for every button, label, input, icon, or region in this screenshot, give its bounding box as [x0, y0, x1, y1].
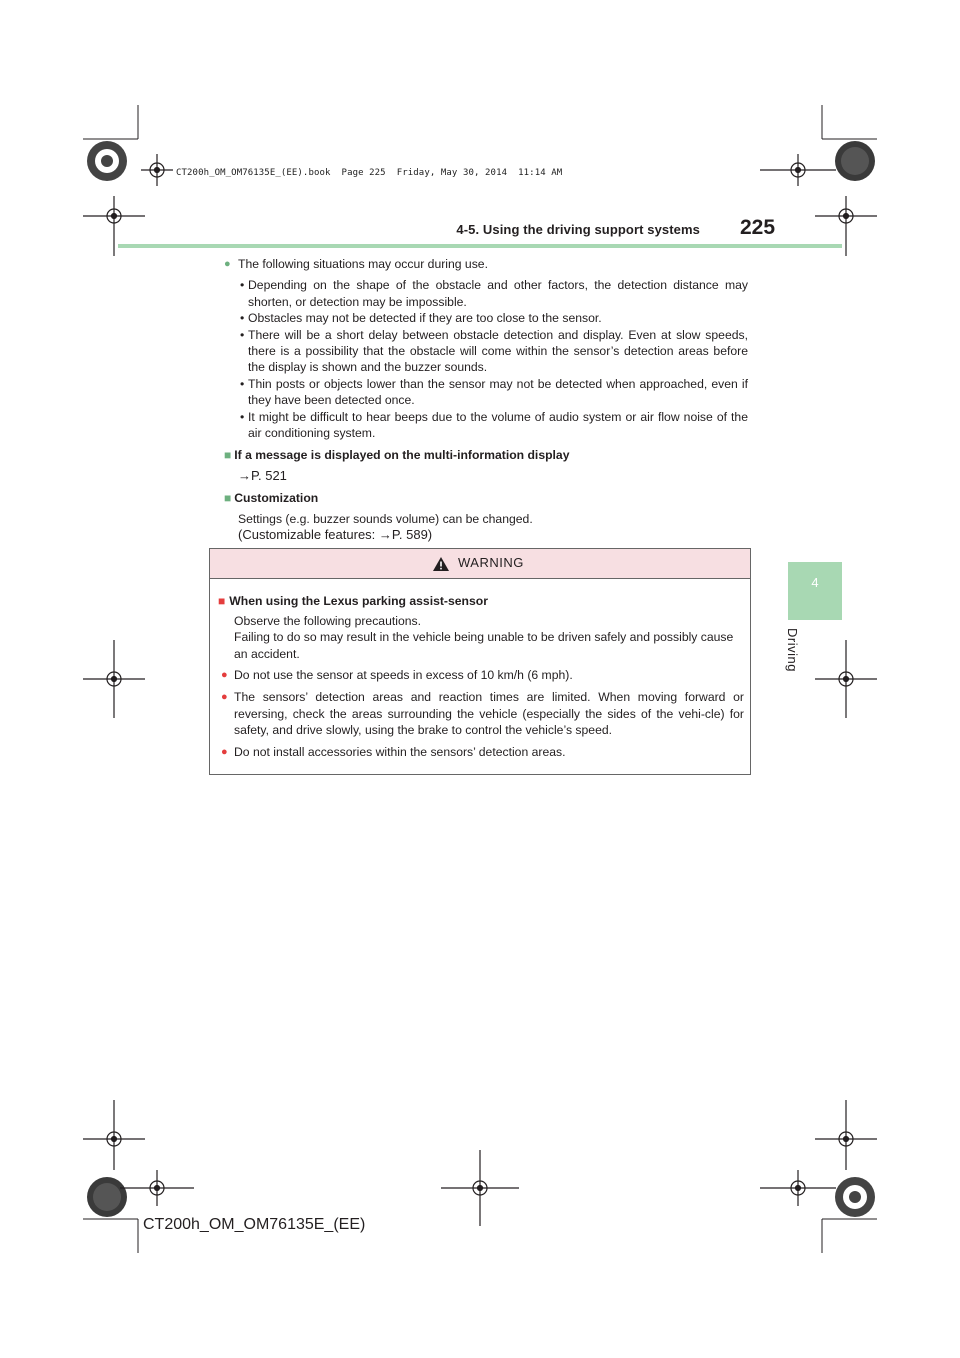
crosshair-mark — [120, 1170, 194, 1206]
warning-para: Observe the following precautions. — [234, 613, 421, 628]
section-title: 4-5. Using the driving support systems — [456, 222, 700, 237]
radial-target-top-left — [87, 141, 127, 181]
square-bullet-icon: ■ — [218, 594, 226, 608]
warning-box — [209, 548, 751, 775]
crosshair-mark — [441, 1150, 519, 1226]
list-item: • Obstacles may not be detected if they are too close to the sensor. — [240, 311, 602, 326]
solid-target-bottom-left — [87, 1177, 127, 1217]
crosshair-mark — [83, 1100, 145, 1170]
solid-target-top-right — [835, 141, 875, 181]
list-item: • Thin posts or objects lower than the sensor may not be detected when approached, even if they have been detected once. — [240, 376, 748, 408]
customization-heading: ■ Customization — [224, 491, 319, 506]
bullet-dot-icon: ● — [224, 258, 231, 270]
customization-text: Settings (e.g. buzzer sounds volume) can be changed. — [238, 511, 533, 526]
warning-header — [210, 549, 750, 579]
square-bullet-icon: ■ — [224, 448, 232, 463]
bullet-dot-icon: ● — [221, 669, 228, 682]
page-number: 225 — [740, 216, 776, 239]
crosshair-mark — [815, 1100, 877, 1170]
footer-doc-code: CT200h_OM_OM76135E_(EE) — [143, 1216, 366, 1233]
customization-ref: (Customizable features: →P. 589) — [238, 527, 433, 543]
message-section-heading: ■ If a message is displayed on the multi-information display — [224, 448, 570, 463]
crosshair-mark — [760, 1170, 836, 1206]
warning-item: ● Do not use the sensor at speeds in excess of 10 km/h (6 mph). — [221, 668, 573, 683]
header-rule — [118, 244, 842, 248]
list-item: • There will be a short delay between obstacle detection and display. Even at slow speeds, there is a possibility that the obstacle will come within the sensor’s detection areas before the display is shown and the buzzer sounds. — [240, 327, 748, 375]
page-reference-link[interactable]: →P. 521 — [238, 467, 287, 483]
warning-body — [218, 593, 744, 764]
crosshair-mark — [141, 154, 173, 186]
square-bullet-icon: ■ — [224, 491, 232, 506]
warning-heading: ■ When using the Lexus parking assist-sensor — [218, 594, 488, 608]
print-stamp: CT200h_OM_OM76135E_(EE).book Page 225 Friday, May 30, 2014 11:14 AM — [176, 168, 563, 178]
main-content — [222, 256, 748, 544]
crosshair-mark — [760, 154, 836, 186]
warning-item: ● The sensors’ detection areas and reaction times are limited. When moving forward or reversing, check the areas surrounding the vehicle (especially the sides of the vehi-cle) for safety, and drive slowly, using the brake to control the vehicle’s speed. — [221, 689, 744, 738]
crosshair-mark — [815, 640, 877, 718]
warning-para: Failing to do so may result in the vehicle being unable to be driven safely and possibly cause an accident. — [234, 630, 734, 661]
warning-title: WARNING — [458, 555, 524, 570]
situations-intro-text: The following situations may occur during use. — [238, 257, 488, 271]
radial-target-bottom-right — [835, 1177, 875, 1217]
list-item: • It might be difficult to hear beeps due to the volume of audio system or air flow noise of the air conditioning system. — [240, 409, 748, 441]
bullet-dot-icon: ● — [221, 745, 228, 758]
crosshair-mark — [83, 640, 145, 718]
bullet-dot-icon: ● — [221, 690, 228, 703]
situations-intro — [222, 256, 748, 272]
warning-triangle-icon — [432, 556, 450, 572]
chapter-number: 4 — [811, 575, 819, 590]
list-item: • Depending on the shape of the obstacle and other factors, the detection distance may shorten, or detection may be impossible. — [240, 278, 748, 309]
situations-list — [222, 277, 748, 441]
chapter-label: Driving — [785, 628, 800, 672]
warning-item: ● Do not install accessories within the sensors’ detection areas. — [221, 744, 566, 759]
chapter-tab — [788, 562, 842, 620]
